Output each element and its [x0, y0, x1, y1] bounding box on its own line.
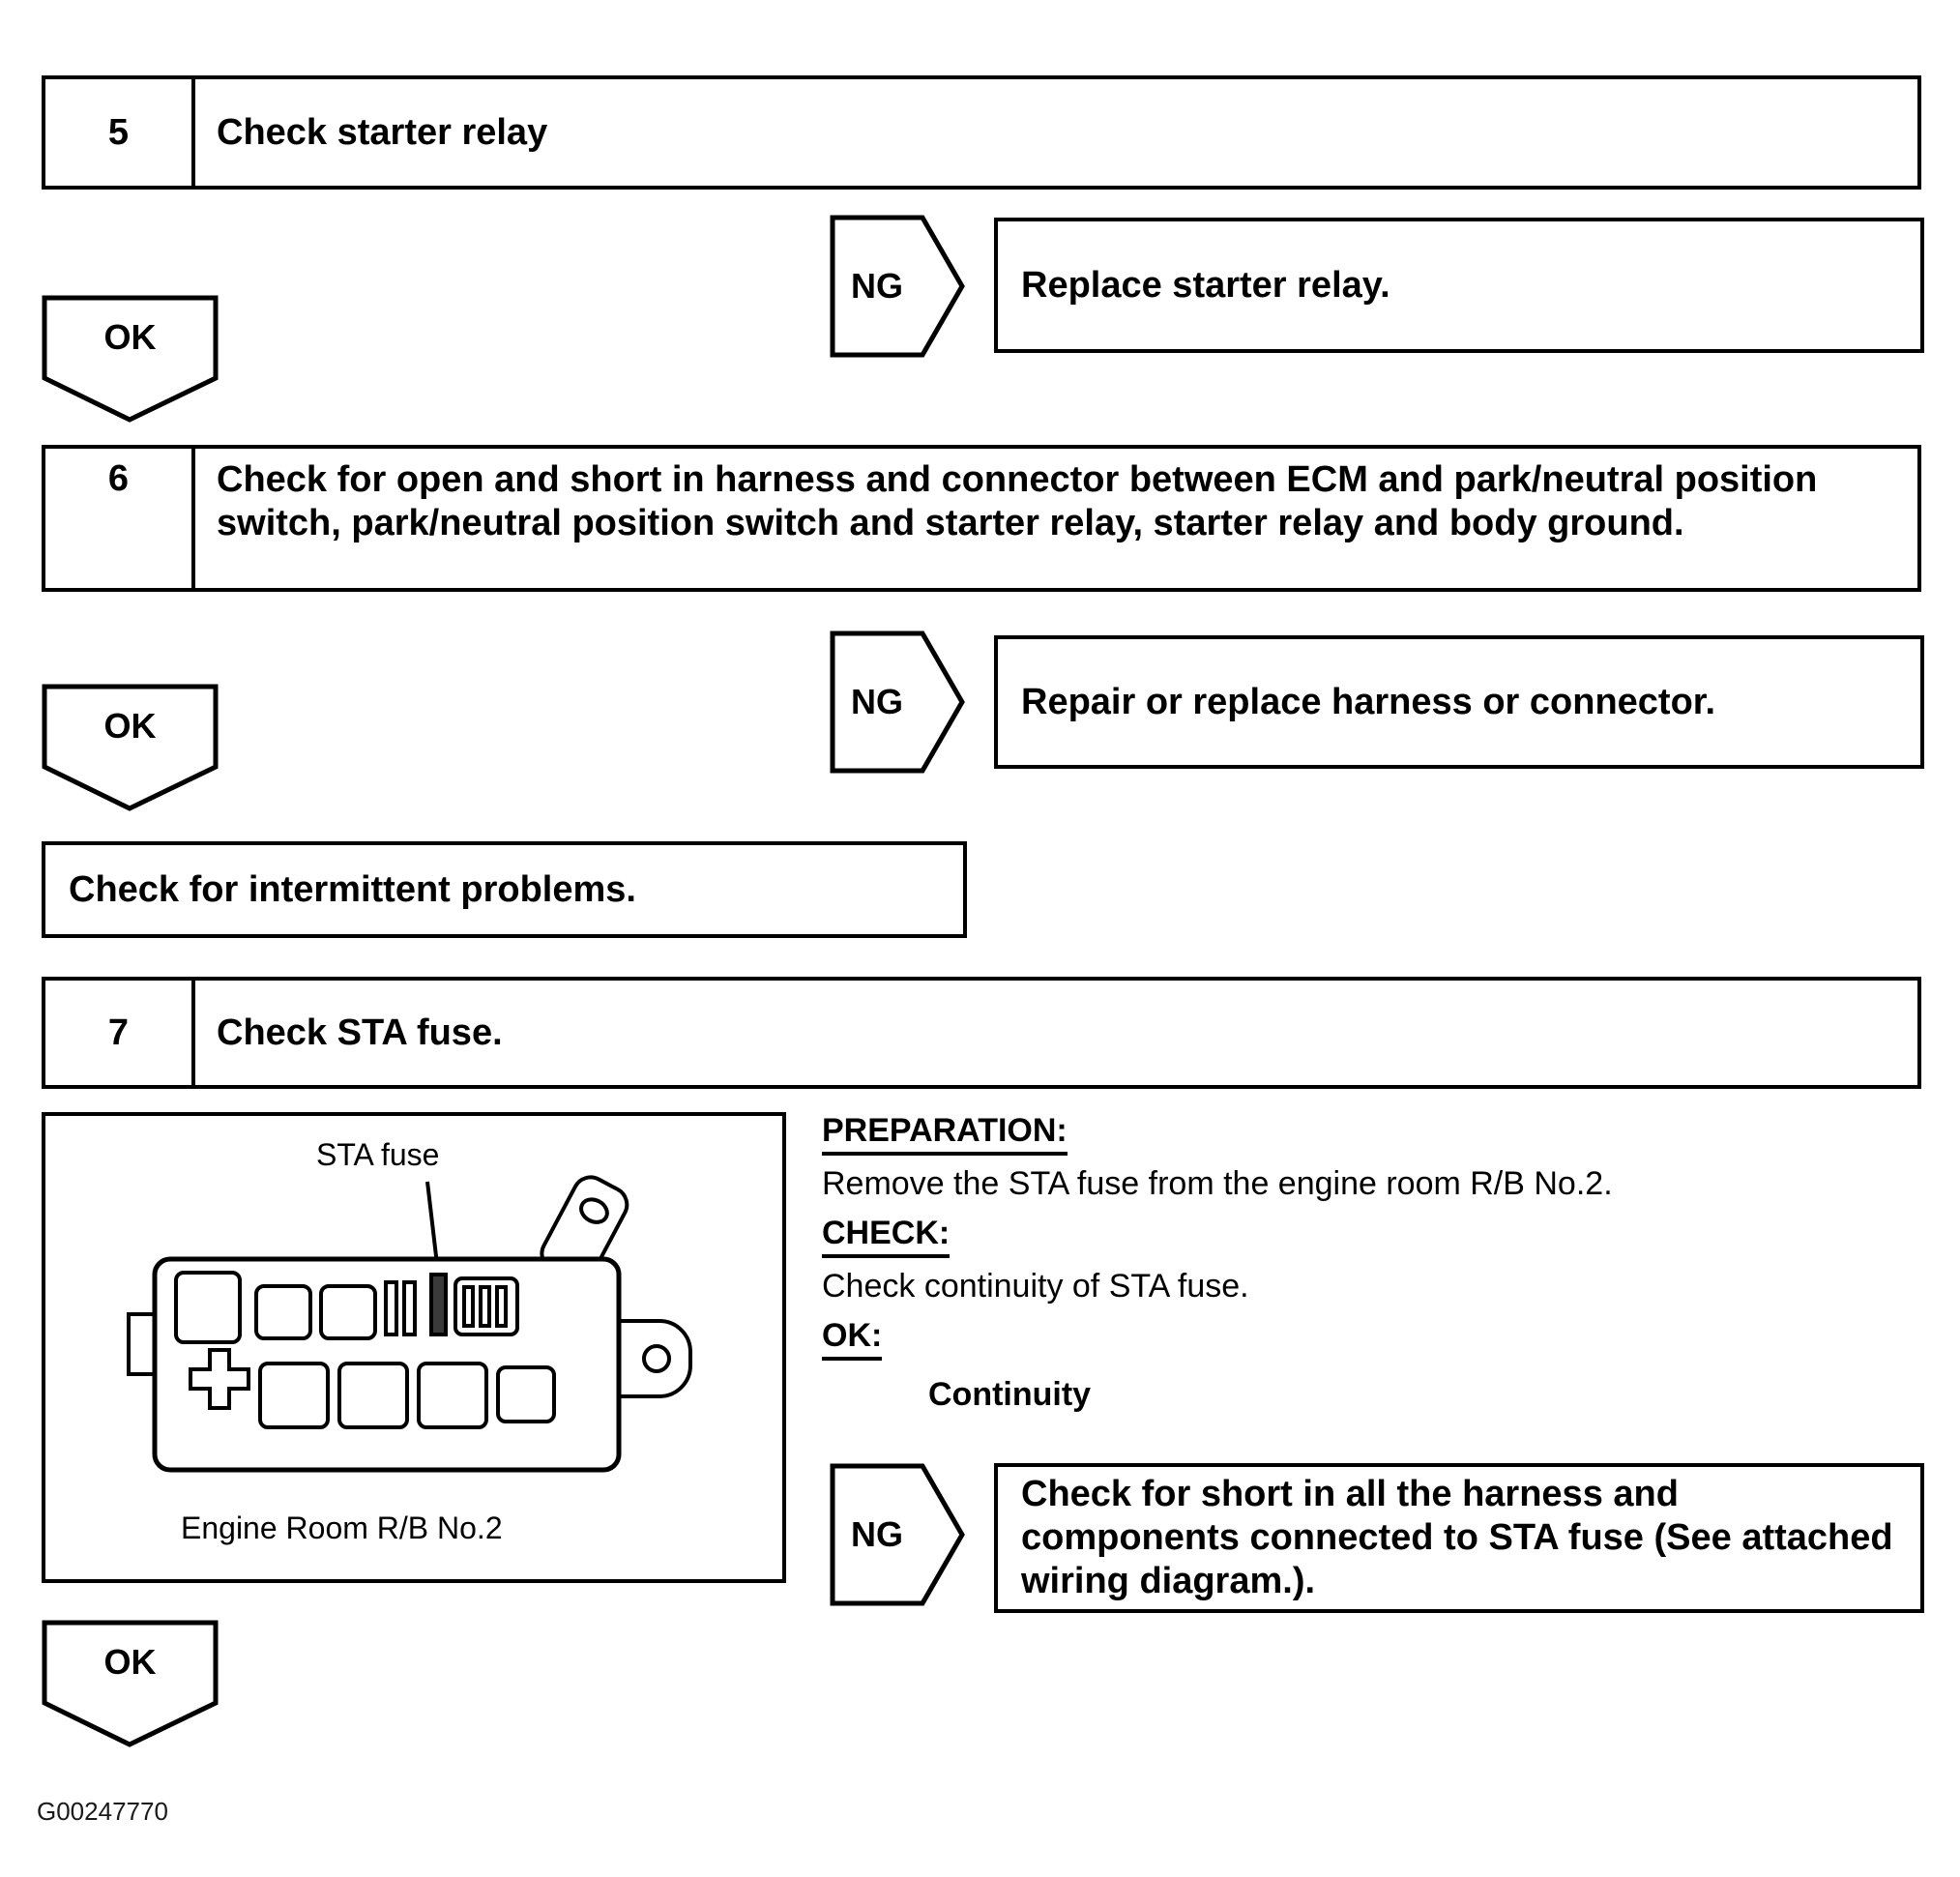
step-7-number: 7 [45, 981, 195, 1085]
ng-label: NG [851, 682, 903, 721]
relay-slot [321, 1286, 375, 1338]
fuse-slot [404, 1282, 415, 1334]
preparation-text: Remove the STA fuse from the engine room R/B No.2. [822, 1165, 1613, 1202]
intermittent-problems-box: Check for intermittent problems. [42, 841, 967, 938]
ok-arrow-step6 [42, 684, 219, 811]
ok-label: OK [103, 1642, 157, 1682]
ng-label: NG [851, 1514, 903, 1554]
fuse-slot [464, 1287, 473, 1326]
right-ear-hole [644, 1346, 669, 1371]
step-5-title: Check starter relay [217, 111, 548, 153]
fuse-slot [386, 1282, 396, 1334]
ok-arrow-step7 [42, 1620, 219, 1747]
step-7-detail [822, 1112, 1915, 1414]
fuse-box-illustration [42, 1112, 786, 1583]
step-6-box [42, 445, 1921, 592]
fuse-slot [497, 1287, 506, 1326]
ng-arrow-step7 [830, 1463, 965, 1606]
relay-slot [498, 1367, 554, 1422]
ng-label: NG [851, 266, 903, 306]
step-6-number: 6 [45, 449, 195, 588]
step-5-box [42, 75, 1921, 190]
ng7-result-box: Check for short in all the harness and components connected to STA fuse (See attached wiring diagram.). [994, 1463, 1924, 1613]
ok-result-text: Continuity [928, 1376, 1092, 1413]
relay-slot [176, 1273, 240, 1342]
ok-label: OK [103, 317, 157, 357]
sta-fuse-label: STA fuse [316, 1137, 440, 1172]
check-text: Check continuity of STA fuse. [822, 1268, 1249, 1305]
ng5-result-box: Replace starter relay. [994, 218, 1924, 353]
preparation-heading: PREPARATION: [822, 1112, 1915, 1156]
ng-arrow-step5 [830, 215, 965, 358]
step-7-box [42, 977, 1921, 1089]
ng-arrow-step6 [830, 631, 965, 774]
ok-arrow-step5 [42, 295, 219, 423]
ng6-result-box: Repair or replace harness or connector. [994, 635, 1924, 769]
fuse-slot [481, 1287, 489, 1326]
relay-slot [419, 1364, 486, 1427]
relay-slot [256, 1286, 310, 1338]
illustration-caption: Engine Room R/B No.2 [181, 1510, 503, 1545]
step-6-title: Check for open and short in harness and connector between ECM and park/neutral position switch, park/neutral position switch and starter relay, starter relay and body ground. [217, 459, 1818, 543]
ok-label: OK [103, 706, 157, 746]
relay-slot [339, 1364, 407, 1427]
step-5-number: 5 [45, 79, 195, 186]
ok-heading: OK: [822, 1317, 1915, 1361]
sta-fuse-highlight [431, 1275, 446, 1334]
step-7-title: Check STA fuse. [217, 1012, 503, 1053]
figure-id: G00247770 [37, 1797, 168, 1826]
check-heading: CHECK: [822, 1215, 1915, 1258]
relay-slot [260, 1364, 328, 1427]
